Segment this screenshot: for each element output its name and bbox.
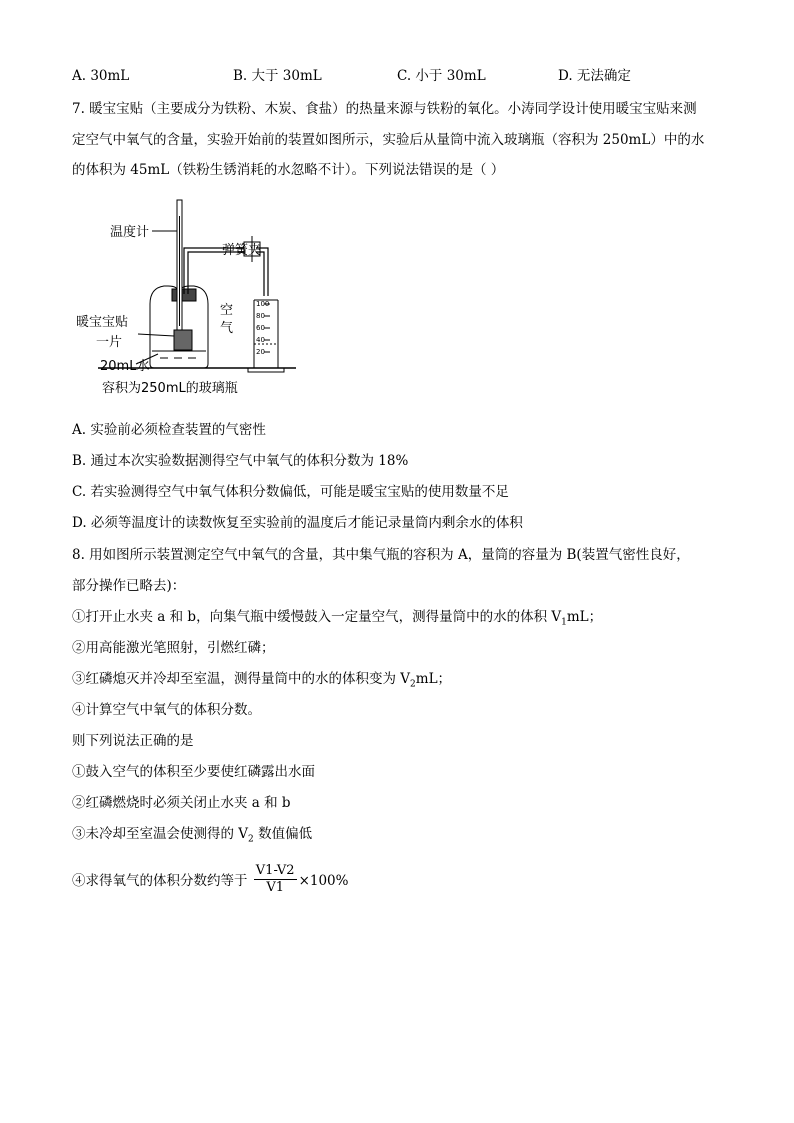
scale-20: 20 [256,348,265,356]
q8-step-3-unit: mL； [415,671,452,687]
label-air-2: 气 [220,321,234,336]
q6-option-a: A. 30mL [72,68,130,84]
q8-statement-3-end: 数值偏低 [253,826,313,842]
warm-pack [174,330,192,350]
q7-stem-line1: 7. 暖宝宝贴（主要成分为铁粉、木炭、食盐）的热量来源与铁粉的氧化。小涛同学设计使用暖宝宝贴来测 [72,101,697,117]
label-water: 20mL水 [100,359,150,374]
label-air-1: 空 [220,303,234,318]
q8-stem-line2: 部分操作已略去)： [72,578,186,594]
q7-stem-line2: 定空气中氧气的含量，实验开始前的装置如图所示，实验后从量筒中流入玻璃瓶（容积为 250mL）中的水 [72,132,705,148]
q8-prompt: 则下列说法正确的是 [72,733,194,749]
q8-step-3 [72,669,451,695]
q8-statement-3 [72,824,312,850]
q7-option-b: B. 通过本次实验数据测得空气中氧气的体积分数为 18% [72,453,409,469]
q8-step-1-unit: mL； [566,609,603,625]
q8-step-4: ④计算空气中氧气的体积分数。 [72,702,261,718]
q8-statement-3-sub: 2 [248,834,254,845]
label-thermometer: 温度计 [110,225,150,240]
q8-statement-2: ②红磷燃烧时必须关闭止水夹 a 和 b [72,795,291,811]
q7-option-c: C. 若实验测得空气中氧气体积分数偏低，可能是暖宝宝贴的使用数量不足 [72,484,509,500]
q7-apparatus-diagram [68,196,328,406]
q8-step-1 [72,607,602,633]
q6-option-d: D. 无法确定 [558,68,631,84]
q7-stem-line3: 的体积为 45mL（铁粉生锈消耗的水忽略不计）。下列说法错误的是（ ） [72,162,505,178]
label-bottle: 容积为250mL的玻璃瓶 [102,381,238,396]
q8-step-1-sub: 1 [561,617,567,628]
label-pack-1: 暖宝宝贴 [76,315,129,330]
scale-40: 40 [256,336,265,344]
q8-step-1-text: ①打开止水夹 a 和 b，向集气瓶中缓慢鼓入一定量空气，测得量筒中的水的体积 V [72,609,562,625]
q6-option-c: C. 小于 30mL [397,68,486,84]
q7-option-a: A. 实验前必须检查装置的气密性 [72,422,266,438]
scale-60: 60 [256,324,265,332]
oxygen-fraction-formula [254,863,297,896]
label-clamp: 弹簧夹 [222,243,262,258]
q8-statement-4-end: ×100% [298,873,349,889]
q8-step-3-text: ③红磷熄灭并冷却至室温，测得量筒中的水的体积变为 V [72,671,411,687]
label-pack-2: 一片 [96,335,123,350]
scale-80: 80 [256,312,265,320]
graduated-cylinder [254,300,278,368]
q6-option-b: B. 大于 30mL [233,68,322,84]
scale-100: 100 [256,300,270,308]
q7-option-d: D. 必须等温度计的读数恢复至实验前的温度后才能记录量筒内剩余水的体积 [72,515,523,531]
q8-stem-line1: 8. 用如图所示装置测定空气中氧气的含量，其中集气瓶的容积为 A，量筒的容量为 B(装置气密性良好， [72,547,690,563]
q8-statement-1: ①鼓入空气的体积至少要使红磷露出水面 [72,764,315,780]
formula-numerator: V1-V2 [255,863,295,878]
q8-statement-4-text: ④求得氧气的体积分数约等于 [72,873,248,889]
q8-statement-3-text: ③未冷却至室温会使测得的 V [72,826,249,842]
formula-denominator: V1 [266,880,285,895]
q8-step-2: ②用高能激光笔照射，引燃红磷； [72,640,275,656]
q8-statement-4 [72,862,348,900]
q8-step-3-sub: 2 [410,679,416,690]
